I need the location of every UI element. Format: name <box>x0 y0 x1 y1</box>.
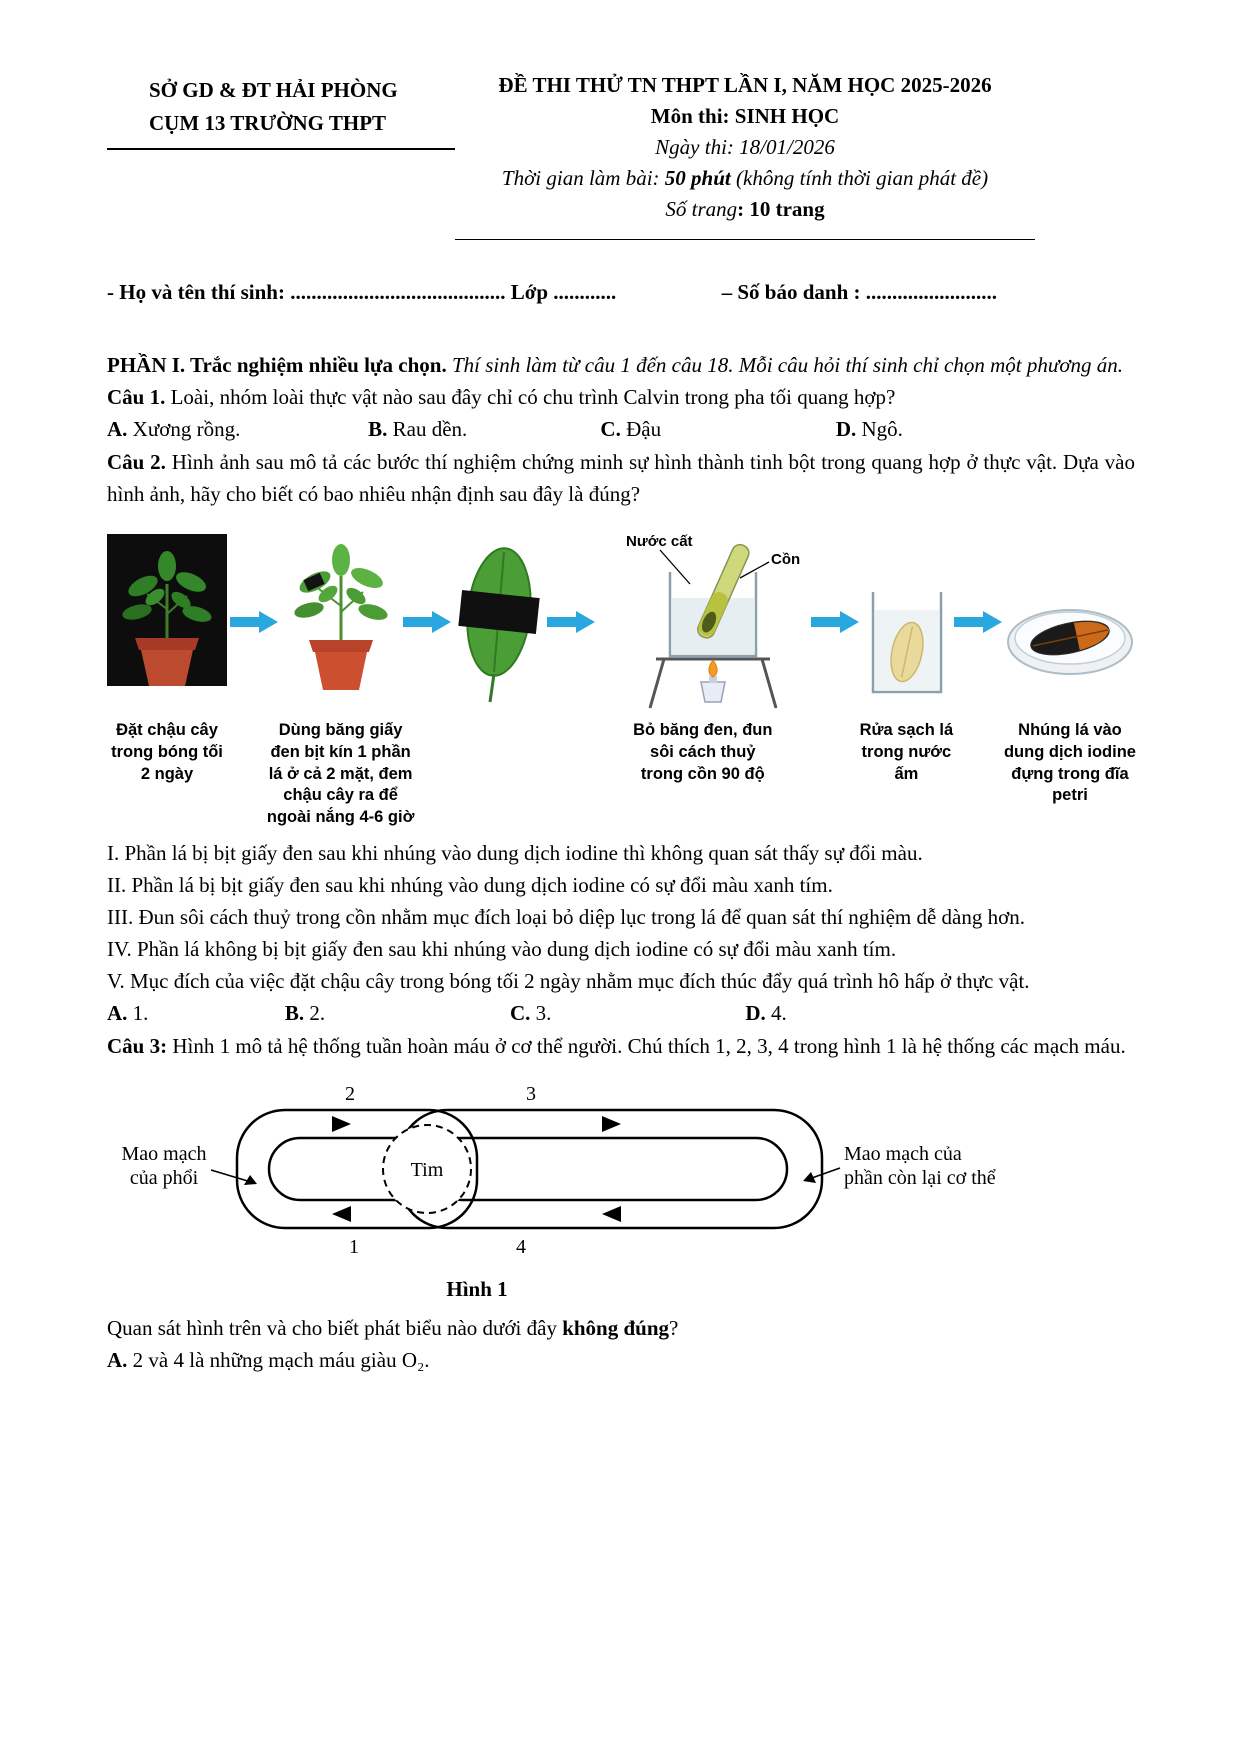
q1-option-a <box>107 413 368 446</box>
plant-in-light-icon <box>281 534 401 709</box>
q3-option-a <box>107 1344 1135 1376</box>
step-boil-in-alcohol <box>598 532 808 785</box>
exam-subject: Môn thi: SINH HỌC <box>650 104 840 128</box>
q1-option-d-text: Ngô. <box>861 417 903 441</box>
circulation-figure <box>107 1080 1135 1302</box>
rinse-beaker-icon <box>861 534 951 709</box>
q2-option-b-text: 2. <box>309 1000 326 1025</box>
step-iodine-petri <box>1005 532 1135 807</box>
exam-title: ĐỀ THI THỬ TN THPT LẦN I, NĂM HỌC 2025-2026 <box>498 73 992 97</box>
q2-option-c <box>510 997 745 1030</box>
exam-header <box>107 70 1135 240</box>
student-id-group <box>722 280 997 305</box>
q1-option-b-label: B. <box>368 417 388 441</box>
exam-page-count-value: : 10 trang <box>737 197 825 221</box>
arrow-right-icon <box>547 610 595 639</box>
step2-caption: Dùng băng giấy đen bịt kín 1 phần lá ở cả 2 mặt, đem chậu cây ra để ngoài nắng 4-6 giờ <box>266 721 415 827</box>
q1-option-c-label: C. <box>600 417 621 441</box>
step-taped-leaf <box>454 532 544 710</box>
plant-in-dark-icon <box>107 534 227 709</box>
question-3-label: Câu 3: <box>107 1033 168 1058</box>
student-id-label: – Số báo danh : <box>721 280 861 304</box>
q3-option-a-text: 2 và 4 là những mạch máu giàu O₂. <box>132 1347 430 1372</box>
q1-option-c-text: Đậu <box>626 417 662 441</box>
q2-option-c-text: 3. <box>535 1000 552 1025</box>
header-divider <box>455 239 1035 240</box>
q3-option-a-label: A. <box>107 1347 128 1372</box>
q1-option-d <box>836 413 1135 446</box>
arrow-right-icon <box>954 610 1002 639</box>
issuing-organization <box>107 70 455 150</box>
q2-statement-5: V. Mục đích của việc đặt chậu cây trong bóng tối 2 ngày nhằm mục đích thúc đẩy quá trình hô hấp ở thực vật. <box>107 968 1030 993</box>
body-capillaries-label-line1: Mao mạch của <box>844 1142 962 1165</box>
step-taped-plant-sunlight <box>266 532 415 829</box>
q2-option-d-label: D. <box>745 1000 766 1025</box>
q2-option-a <box>107 997 285 1030</box>
taped-leaf-icon <box>454 534 544 709</box>
q2-statement-2: II. Phần lá bị bịt giấy đen sau khi nhúng vào dung dịch iodine có sự đổi màu xanh tím. <box>107 872 833 897</box>
vessel-number-3: 3 <box>526 1082 536 1105</box>
part1-heading <box>107 349 1135 381</box>
exam-page-count <box>455 194 1035 225</box>
arrow-right-icon <box>403 610 451 639</box>
question-3-body: Hình 1 mô tả hệ thống tuần hoàn máu ở cơ thể người. Chú thích 1, 2, 3, 4 trong hình 1 là hệ thống các mạch máu. <box>172 1033 1126 1058</box>
question-1-label: Câu 1. <box>107 385 166 409</box>
part1-title: PHẦN I. Trắc nghiệm nhiều lựa chọn. <box>107 353 447 377</box>
q2-option-d <box>745 997 1135 1030</box>
circulation-diagram <box>107 1080 997 1260</box>
q2-statement-4: IV. Phần lá không bị bịt giấy đen sau khi nhúng vào dung dịch iodine có sự đổi màu xanh tím. <box>107 936 897 961</box>
body-capillaries-label-line2: phần còn lại cơ thể <box>844 1166 996 1189</box>
question-3-text <box>107 1030 1135 1062</box>
vessel-number-4: 4 <box>516 1235 526 1258</box>
part1-instruction: Thí sinh làm từ câu 1 đến câu 18. Mỗi câu hỏi thí sinh chỉ chọn một phương án. <box>451 353 1124 377</box>
exam-date: Ngày thi: 18/01/2026 <box>655 135 835 159</box>
question-3-closing <box>107 1312 1135 1344</box>
q1-option-b-text: Rau dền. <box>392 417 468 441</box>
student-id-field: ......................... <box>865 280 997 304</box>
step4-caption: Bỏ băng đen, đun sôi cách thuỷ trong cồn 90 độ <box>633 721 773 783</box>
step2-image <box>281 532 401 710</box>
vessel-number-2: 2 <box>345 1082 355 1105</box>
step6-caption: Nhúng lá vào dung dịch iodine đựng trong đĩa petri <box>1003 721 1136 805</box>
water-bath-icon <box>598 532 808 710</box>
step5-caption: Rửa sạch lá trong nước ấm <box>859 721 954 783</box>
step-rinse-leaf <box>859 532 954 785</box>
q3-closing-prefix: Quan sát hình trên và cho biết phát biểu nào dưới đây <box>107 1315 563 1340</box>
question-2-label: Câu 2. <box>107 450 166 474</box>
lung-capillaries-label-line1: Mao mạch <box>121 1142 207 1165</box>
arrow-right-icon <box>230 610 278 639</box>
student-class-label: Lớp <box>510 280 549 304</box>
distilled-water-label: Nước cất <box>625 533 693 550</box>
q2-option-d-text: 4. <box>771 1000 787 1025</box>
exam-duration-prefix: Thời gian làm bài: <box>501 166 665 190</box>
arrow-right-icon <box>811 610 859 639</box>
q2-option-c-label: C. <box>509 1000 531 1025</box>
q2-option-b-label: B. <box>284 1000 305 1025</box>
q1-option-b <box>368 413 600 446</box>
org-name-line2: CỤM 13 TRƯỜNG THPT <box>149 111 387 135</box>
step1-caption: Đặt chậu cây trong bóng tối 2 ngày <box>111 721 223 783</box>
q2-option-b <box>285 997 510 1030</box>
question-2-options <box>107 997 1135 1030</box>
step5-image <box>861 532 951 710</box>
exam-duration-value: 50 phút <box>664 166 731 190</box>
q1-option-a-text: Xương rồng. <box>132 417 241 441</box>
q2-option-a-text: 1. <box>132 1000 149 1025</box>
exam-page-count-label: Số trang <box>665 197 738 221</box>
question-1-options <box>107 413 1135 446</box>
student-class-field: ............ <box>553 280 617 304</box>
figure-1-caption: Hình 1 <box>446 1276 508 1301</box>
student-info-line <box>107 280 1135 305</box>
step3-image <box>454 532 544 710</box>
q1-option-d-label: D. <box>835 417 857 441</box>
question-2-text <box>107 446 1135 510</box>
q1-option-c <box>600 413 835 446</box>
question-1-body: Loài, nhóm loài thực vật nào sau đây chỉ có chu trình Calvin trong pha tối quang hợp? <box>170 385 896 409</box>
step6-image <box>1005 532 1135 710</box>
question-2-body: Hình ảnh sau mô tả các bước thí nghiệm chứng minh sự hình thành tinh bột trong quang hợp ở thực vật. Dựa vào hình ảnh, hãy cho biết có bao nhiêu nhận định sau đây là đúng? <box>107 450 1135 506</box>
q2-statement-3: III. Đun sôi cách thuỷ trong cồn nhằm mục đích loại bỏ diệp lục trong lá để quan sát thí nghiệm dễ dàng hơn. <box>107 904 1025 929</box>
q2-experiment-figure <box>107 532 1135 829</box>
q2-statement-1: I. Phần lá bị bịt giấy đen sau khi nhúng vào dung dịch iodine thì không quan sát thấy sự đổi màu. <box>107 840 923 865</box>
lung-capillaries-label-line2: của phổi <box>129 1166 199 1189</box>
step-plant-in-dark <box>107 532 227 785</box>
alcohol-label: Cồn <box>770 551 800 568</box>
q1-option-a-label: A. <box>107 417 128 441</box>
q3-closing-bold: không đúng <box>562 1315 670 1340</box>
experiment-steps-row <box>107 532 1135 829</box>
question-1-text <box>107 381 1135 413</box>
exam-duration-note: (không tính thời gian phát đề) <box>730 166 989 190</box>
q3-closing-suffix: ? <box>669 1315 679 1340</box>
org-name-line1: SỞ GD & ĐT HẢI PHÒNG <box>149 78 398 102</box>
student-name-group <box>107 280 616 305</box>
step4-image <box>598 532 808 710</box>
petri-dish-icon <box>1005 534 1135 709</box>
exam-title-block <box>455 70 1035 240</box>
exam-duration <box>455 163 1035 194</box>
q2-option-a-label: A. <box>107 1000 128 1025</box>
vessel-number-1: 1 <box>349 1235 359 1258</box>
student-name-field: ......................................... <box>290 280 506 304</box>
step1-image <box>107 532 227 710</box>
student-name-label: - Họ và tên thí sinh: <box>107 280 285 304</box>
heart-label: Tim <box>410 1158 444 1181</box>
